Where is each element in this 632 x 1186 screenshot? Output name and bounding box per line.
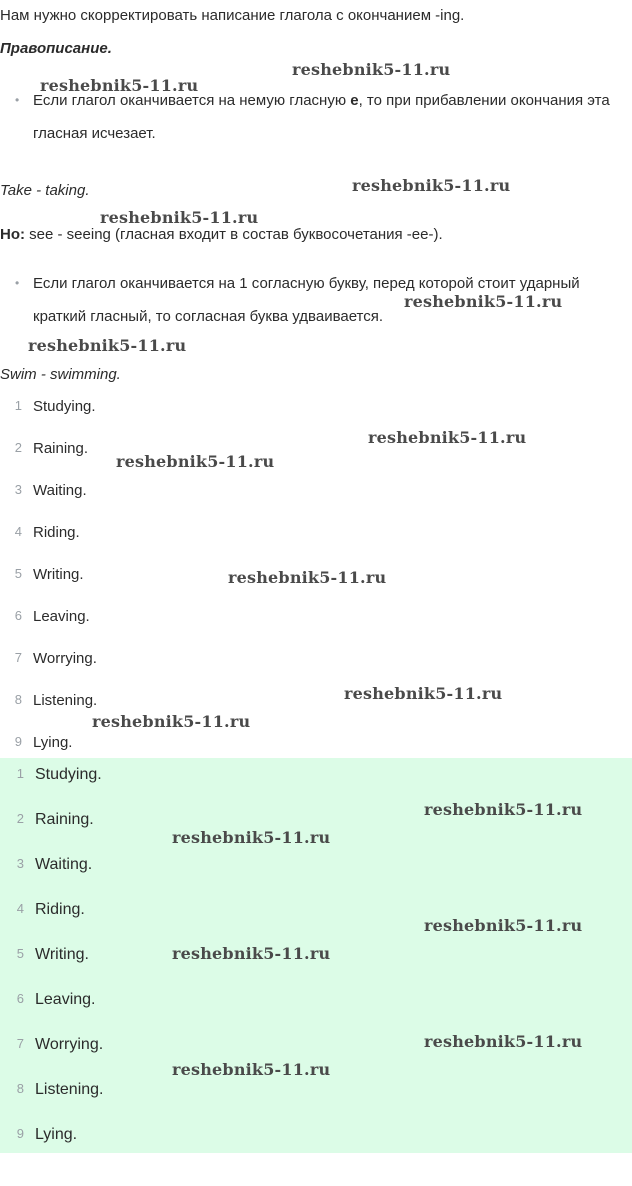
list-number: 1	[14, 398, 22, 413]
list-text: Riding.	[35, 901, 85, 918]
list-text: Leaving.	[35, 991, 96, 1008]
list-number: 8	[16, 1081, 24, 1096]
list-number: 6	[14, 608, 22, 623]
list-text: Listening.	[35, 1081, 104, 1098]
list-text: Worrying.	[35, 1036, 104, 1053]
list-number: 2	[16, 811, 24, 826]
note-exception	[0, 226, 443, 243]
list-text: Waiting.	[33, 482, 87, 499]
rule-silent-e-letter: е	[350, 92, 359, 109]
list-number: 3	[14, 482, 22, 497]
rule-silent-e-after: , то при прибавлении окончания эта гласная исчезает.	[33, 92, 610, 142]
watermark: reshebnik5-11.ru	[28, 336, 187, 355]
list-number: 4	[14, 524, 22, 539]
list-number: 4	[16, 901, 24, 916]
watermark: reshebnik5-11.ru	[172, 828, 331, 847]
watermark: reshebnik5-11.ru	[424, 916, 583, 935]
watermark: reshebnik5-11.ru	[404, 292, 563, 311]
list-text: Lying.	[33, 734, 73, 751]
watermark: reshebnik5-11.ru	[228, 568, 387, 587]
list-number: 3	[16, 856, 24, 871]
list-text: Writing.	[35, 946, 89, 963]
list-text: Studying.	[33, 398, 96, 415]
list-number: 9	[16, 1126, 24, 1141]
watermark: reshebnik5-11.ru	[40, 76, 199, 95]
list-number: 6	[16, 991, 24, 1006]
example-swim: Swim - swimming.	[0, 366, 121, 383]
list-number: 7	[14, 650, 22, 665]
watermark: reshebnik5-11.ru	[116, 452, 275, 471]
list-number: 5	[14, 566, 22, 581]
list-text: Listening.	[33, 692, 98, 709]
list-number: 7	[16, 1036, 24, 1051]
list-number: 9	[14, 734, 22, 749]
watermark: reshebnik5-11.ru	[172, 1060, 331, 1079]
list-text: Raining.	[33, 440, 89, 457]
watermark: reshebnik5-11.ru	[92, 712, 251, 731]
intro-text: Нам нужно скорректировать написание глагола с окончанием -ing.	[0, 7, 465, 24]
watermark: reshebnik5-11.ru	[424, 1032, 583, 1051]
list-text: Riding.	[33, 524, 80, 541]
list-text: Writing.	[33, 566, 84, 583]
watermark: reshebnik5-11.ru	[424, 800, 583, 819]
watermark: reshebnik5-11.ru	[100, 208, 259, 227]
note-text: see - seeing (гласная входит в состав буквосочетания -ee-).	[25, 226, 443, 243]
watermark: reshebnik5-11.ru	[344, 684, 503, 703]
list-text: Studying.	[35, 766, 102, 783]
list-number: 8	[14, 692, 22, 707]
example-take: Take - taking.	[0, 182, 90, 199]
watermark: reshebnik5-11.ru	[352, 176, 511, 195]
note-label: Но:	[0, 226, 25, 243]
watermark: reshebnik5-11.ru	[172, 944, 331, 963]
list-number: 2	[14, 440, 22, 455]
watermark: reshebnik5-11.ru	[368, 428, 527, 447]
list-number: 5	[16, 946, 24, 961]
watermark: reshebnik5-11.ru	[292, 60, 451, 79]
rule-silent-e-before: Если глагол оканчивается на немую гласную	[33, 92, 351, 109]
list-text: Waiting.	[35, 856, 93, 873]
list-text: Leaving.	[33, 608, 90, 625]
list-text: Raining.	[35, 811, 94, 828]
rule-double-consonant: • Если глагол оканчивается на 1 согласную букву, перед которой стоит ударный краткий гласный, то согласная буква удваивается.	[33, 267, 613, 333]
list-text: Lying.	[35, 1126, 78, 1143]
list-text: Worrying.	[33, 650, 97, 667]
section-heading: Правописание.	[0, 40, 112, 57]
list-number: 1	[16, 766, 24, 781]
